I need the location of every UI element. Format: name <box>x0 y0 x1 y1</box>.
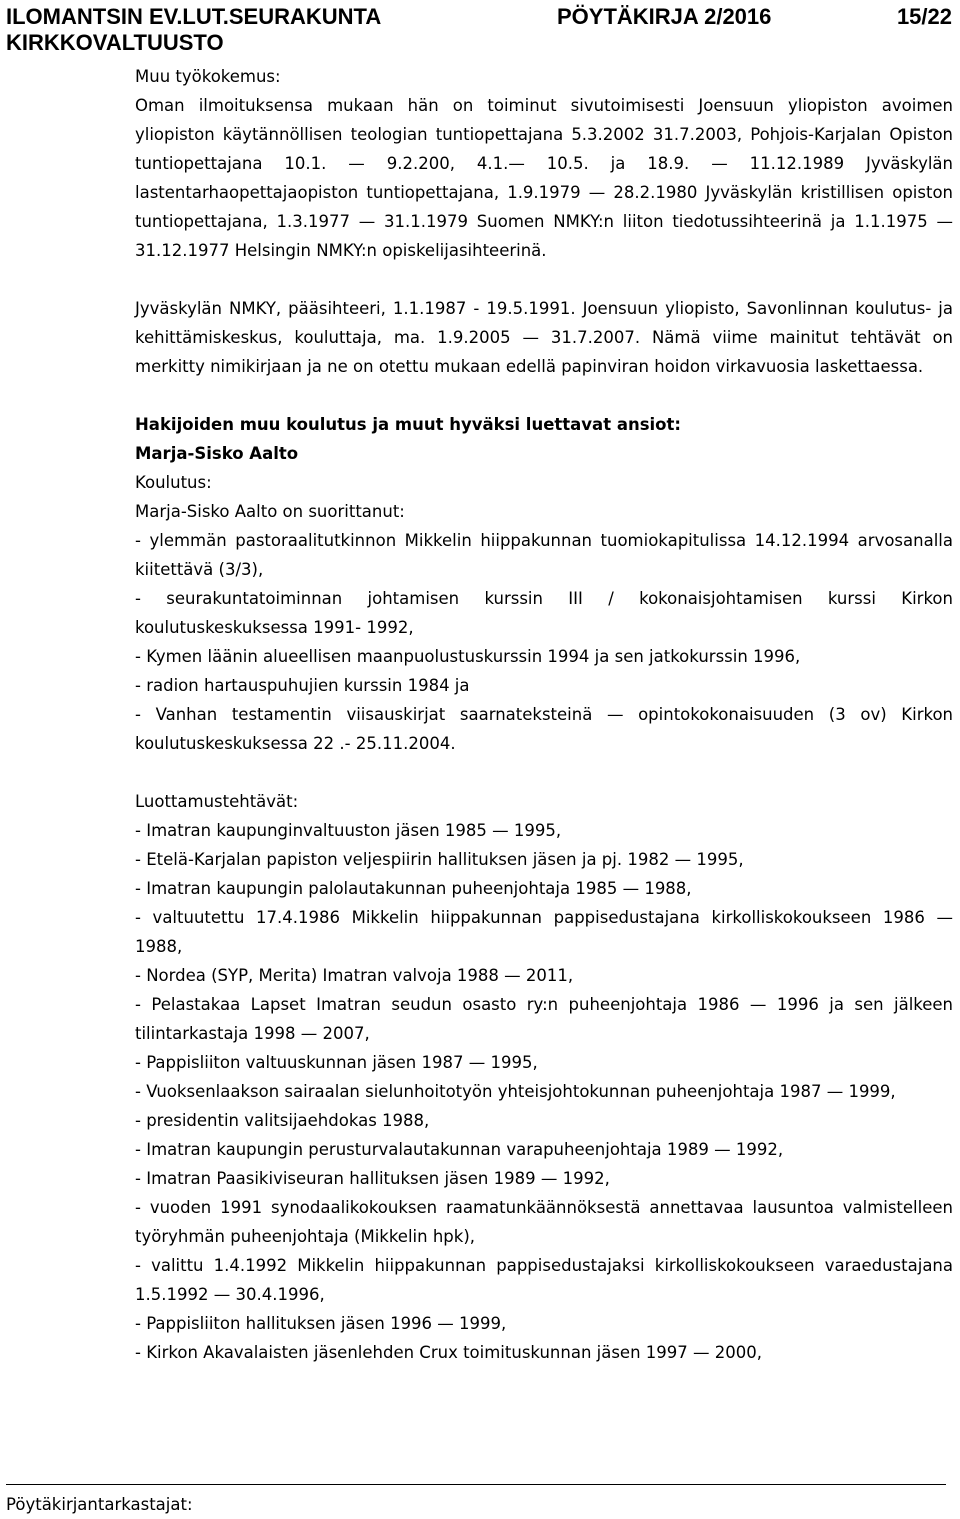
trust-position-item: - Imatran kaupunginvaltuuston jäsen 1985 — 1995, <box>135 821 562 840</box>
education-item: - radion hartauspuhujien kurssin 1984 ja <box>135 676 470 695</box>
work-experience-paragraph: Oman ilmoituksensa mukaan hän on toiminut sivutoimisesti Joensuun yliopiston avoimen yliopiston käytännöllisen teologian tuntiopettajana 5.3.2002 31.7.2003, Pohjois-Karjalan Opiston tuntiopettajana 10.1. — 9.2.200, 4.1.— 10.5. ja 18.9. — 11.12.1989 Jyväskylän lastentarhaopettajaopiston tuntiopettajana, 1.9.1979 — 28.2.1980 Jyväskylän kristillisen opiston tuntiopettajana, 1.3.1977 — 31.1.1979 Suomen NMKY:n liiton tiedotussihteerinä ja 1.1.1975 — 31.12.1977 Helsingin NMKY:n opiskelijasihteerinä. <box>135 96 953 260</box>
trust-position-item: - Pappisliiton valtuuskunnan jäsen 1987 — 1995, <box>135 1053 538 1072</box>
footer-divider <box>6 1484 946 1485</box>
applicant-name: Marja-Sisko Aalto <box>135 444 299 463</box>
organization-name: ILOMANTSIN EV.LUT.SEURAKUNTA <box>6 4 382 29</box>
trust-position-item: - Kirkon Akavalaisten jäsenlehden Crux toimituskunnan jäsen 1997 — 2000, <box>135 1343 763 1362</box>
minutes-reviewers-label: Pöytäkirjantarkastajat: <box>6 1495 193 1514</box>
spacer <box>135 265 953 294</box>
work-experience-heading: Muu työkokemus: <box>135 67 281 86</box>
trust-position-item: - Vuoksenlaakson sairaalan sielunhoitotyön yhteisjohtokunnan puheenjohtaja 1987 — 1999, <box>135 1082 896 1101</box>
trust-position-item: - Imatran kaupungin palolautakunnan puheenjohtaja 1985 — 1988, <box>135 879 692 898</box>
section-heading: Hakijoiden muu koulutus ja muut hyväksi luettavat ansiot: <box>135 415 681 434</box>
work-experience-paragraph: Jyväskylän NMKY, pääsihteeri, 1.1.1987 - 19.5.1991. Joensuun yliopisto, Savonlinnan koulutus- ja kehittämiskeskus, kouluttaja, ma. 1.9.2005 — 31.7.2007. Nämä viime mainitut tehtävät on merkitty nimikirjaan ja ne on otettu mukaan edellä papinviran hoidon virkavuosia laskettaessa. <box>135 299 953 376</box>
trust-position-item: - Imatran Paasikiviseuran hallituksen jäsen 1989 — 1992, <box>135 1169 610 1188</box>
education-item: - Kymen läänin alueellisen maanpuolustuskurssin 1994 ja sen jatkokurssin 1996, <box>135 647 801 666</box>
education-item: - ylemmän pastoraalitutkinnon Mikkelin hiippakunnan tuomiokapitulissa 14.12.1994 arvosanalla kiitettävä (3/3), <box>135 531 953 579</box>
education-intro: Marja-Sisko Aalto on suorittanut: <box>135 502 405 521</box>
trust-positions-heading: Luottamustehtävät: <box>135 792 299 811</box>
trust-position-item: - Pelastakaa Lapset Imatran seudun osasto ry:n puheenjohtaja 1986 — 1996 ja sen jälkeen tilintarkastaja 1998 — 2007, <box>135 995 953 1043</box>
trust-position-item: - Pappisliiton hallituksen jäsen 1996 — 1999, <box>135 1314 507 1333</box>
document-title: PÖYTÄKIRJA 2/2016 <box>557 4 772 29</box>
document-body <box>135 62 953 1367</box>
trust-position-item: - valittu 1.4.1992 Mikkelin hiippakunnan pappisedustajaksi kirkolliskokoukseen varaedustajana 1.5.1992 — 30.4.1996, <box>135 1256 953 1304</box>
education-item: - Vanhan testamentin viisauskirjat saarnateksteinä — opintokokonaisuuden (3 ov) Kirkon koulutuskeskuksessa 22 .- 25.11.2004. <box>135 705 953 753</box>
education-heading: Koulutus: <box>135 473 212 492</box>
spacer <box>135 758 953 787</box>
trust-position-item: - valtuutettu 17.4.1986 Mikkelin hiippakunnan pappisedustajana kirkolliskokoukseen 1986 — 1988, <box>135 908 953 956</box>
education-item: - seurakuntatoiminnan johtamisen kurssin III / kokonaisjohtamisen kurssi Kirkon koulutuskeskuksessa 1991- 1992, <box>135 589 953 637</box>
page-header <box>6 4 952 56</box>
trust-position-item: - vuoden 1991 synodaalikokouksen raamatunkäännöksestä annettavaa lausuntoa valmistelleen työryhmän puheenjohtaja (Mikkelin hpk), <box>135 1198 953 1246</box>
trust-position-item: - Imatran kaupungin perusturvalautakunnan varapuheenjohtaja 1989 — 1992, <box>135 1140 784 1159</box>
organization-body: KIRKKOVALTUUSTO <box>6 30 224 55</box>
page-number: 15/22 <box>896 4 952 29</box>
trust-position-item: - Etelä-Karjalan papiston veljespiirin hallituksen jäsen ja pj. 1982 — 1995, <box>135 850 744 869</box>
trust-position-item: - Nordea (SYP, Merita) Imatran valvoja 1988 — 2011, <box>135 966 574 985</box>
spacer <box>135 381 953 410</box>
trust-position-item: - presidentin valitsijaehdokas 1988, <box>135 1111 430 1130</box>
